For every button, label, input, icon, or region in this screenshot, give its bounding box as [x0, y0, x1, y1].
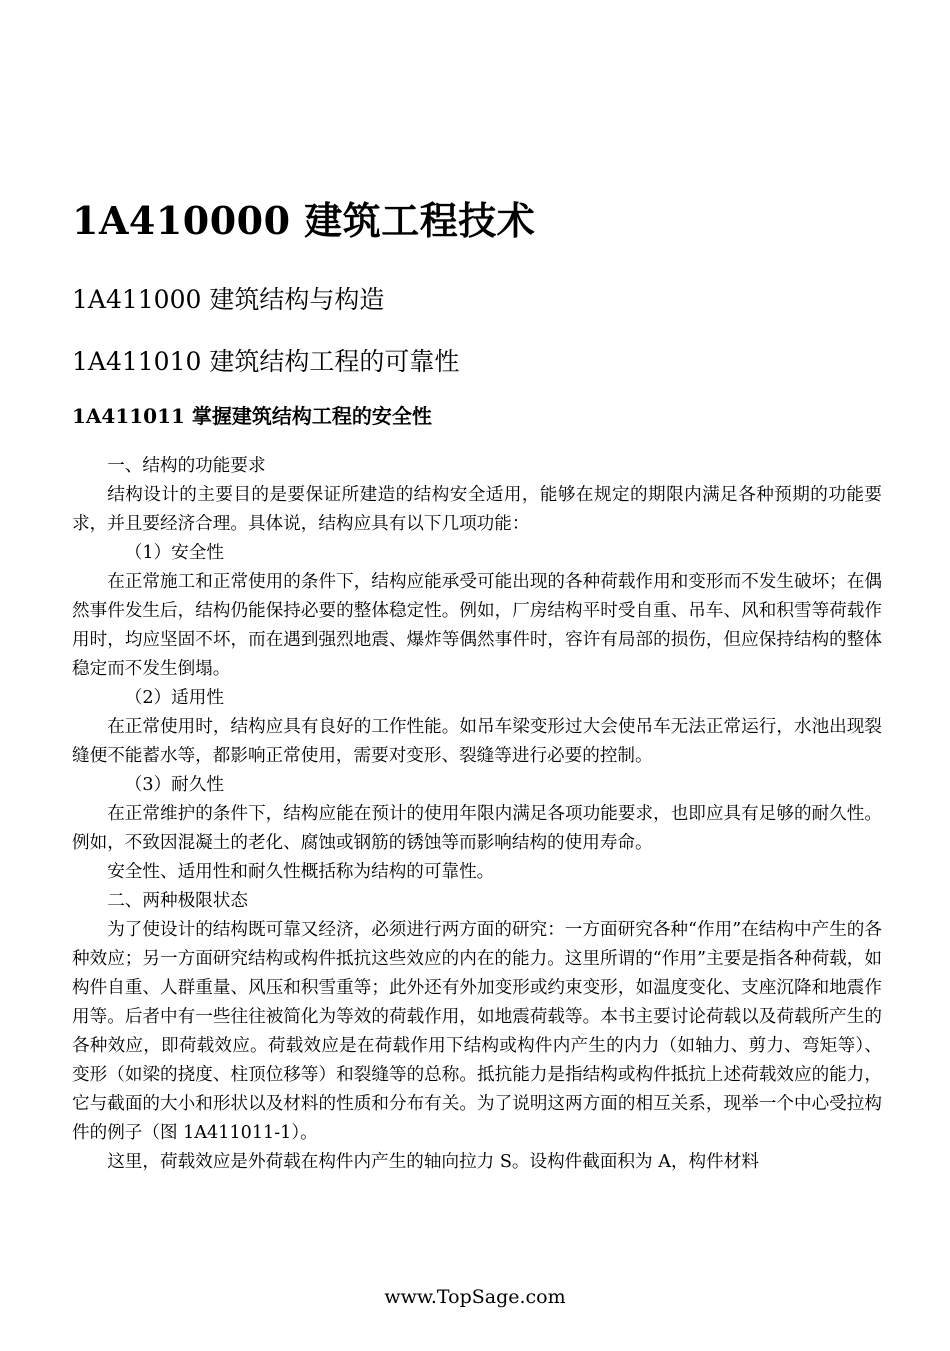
paragraph: 为了使设计的结构既可靠又经济，必须进行两方面的研究：一方面研究各种“作用”在结构中产生的各种效应；另一方面研究结构或构件抵抗这些效应的内在的能力。这里所谓的“作用”主要是指各种荷载，如构件自重、人群重量、风压和积雪重等；此外还有外加变形或约束变形，如温度变化、支座沉降和地震作用等。后者中有一些往往被简化为等效的荷载作用，如地震荷载等。本书主要讨论荷载以及荷载所产生的各种效应，即荷载效应。荷载效应是在荷载作用下结构或构件内产生的内力（如轴力、剪力、弯矩等）、变形（如梁的挠度、柱顶位移等）和裂缝等的总称。抵抗能力是指结构或构件抵抗上述荷载效应的能力，它与截面的大小和形状以及材料的性质和分布有关。为了说明这两方面的相互关系，现举一个中心受拉构件的例子（图 1A411011-1）。: [72, 920, 882, 1143]
heading-limit-states: 二、两种极限状态: [107, 891, 248, 911]
chapter-title: 1A410000 建筑工程技术: [72, 198, 536, 243]
subsection-title: 1A411010 建筑结构工程的可靠性: [72, 347, 460, 376]
paragraph: 安全性、适用性和耐久性概括称为结构的可靠性。: [107, 862, 495, 882]
section-title: 1A411000 建筑结构与构造: [72, 285, 385, 314]
item-safety: （1）安全性: [124, 543, 224, 563]
body-text: [72, 452, 882, 1177]
topic-title: 1A411011 掌握建筑结构工程的安全性: [72, 404, 432, 428]
heading-functional-requirements: 一、结构的功能要求: [107, 456, 266, 476]
footer-url: www.TopSage.com: [384, 1286, 566, 1308]
paragraph: 在正常施工和正常使用的条件下，结构应能承受可能出现的各种荷载作用和变形而不发生破坏；在偶然事件发生后，结构仍能保持必要的整体稳定性。例如，厂房结构平时受自重、吊车、风和积雪等荷载作用时，均应坚固不坏，而在遇到强烈地震、爆炸等偶然事件时，容许有局部的损伤，但应保持结构的整体稳定而不发生倒塌。: [72, 572, 882, 679]
item-durability: （3）耐久性: [124, 775, 224, 795]
paragraph: 结构设计的主要目的是要保证所建造的结构安全适用，能够在规定的期限内满足各种预期的功能要求，并且要经济合理。具体说，结构应具有以下几项功能：: [72, 485, 882, 534]
item-applicability: （2）适用性: [124, 688, 224, 708]
paragraph: 在正常维护的条件下，结构应能在预计的使用年限内满足各项功能要求，也即应具有足够的耐久性。例如，不致因混凝土的老化、腐蚀或钢筋的锈蚀等而影响结构的使用寿命。: [72, 804, 882, 853]
paragraph: 在正常使用时，结构应具有良好的工作性能。如吊车梁变形过大会使吊车无法正常运行，水池出现裂缝便不能蓄水等，都影响正常使用，需要对变形、裂缝等进行必要的控制。: [72, 717, 882, 766]
paragraph: 这里，荷载效应是外荷载在构件内产生的轴向拉力 S。设构件截面积为 A，构件材料: [107, 1152, 759, 1172]
